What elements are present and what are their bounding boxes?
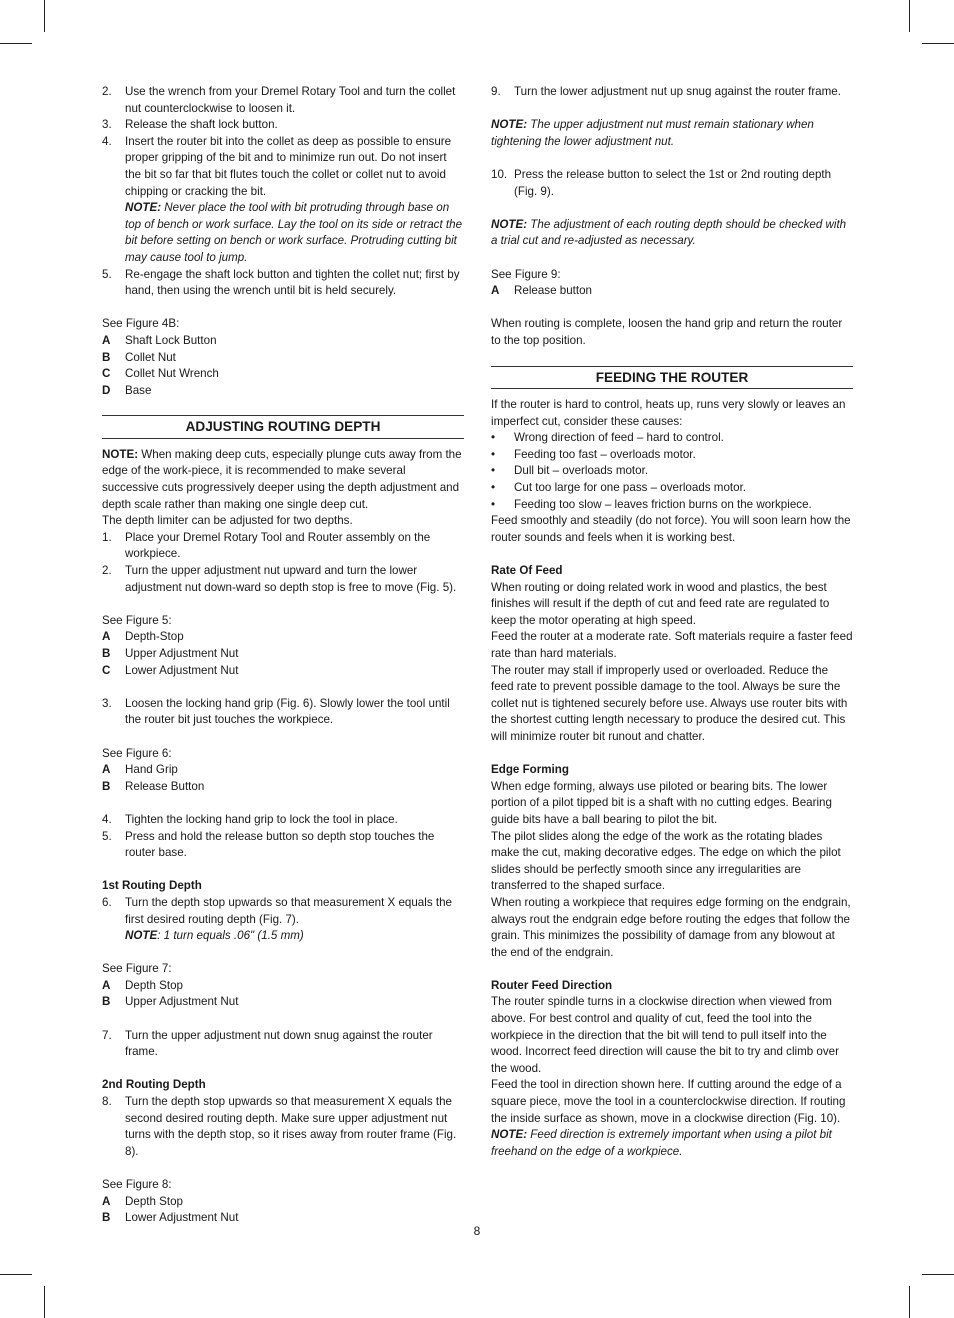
bullet-item: • Cut too large for one pass – overloads motor. xyxy=(491,480,853,497)
figure-caption: See Figure 8: xyxy=(102,1178,172,1191)
list-item: 7. Turn the upper adjustment nut down snug against the router frame. xyxy=(102,1028,433,1059)
bullet-item: • Feeding too slow – leaves friction burns on the workpiece. xyxy=(491,497,853,514)
crop-mark xyxy=(909,0,910,32)
list-item: 6. Turn the depth stop upwards so that measurement X equals the first desired routing depth (Fig. 7). xyxy=(102,895,452,926)
legend-item: A Shaft Lock Button xyxy=(102,333,217,347)
legend-item: A Release button xyxy=(491,284,592,298)
figure-caption: See Figure 7: xyxy=(102,962,172,976)
paragraph: The router spindle turns in a clockwise direction when viewed from above. For best control and quality of cut, feed the tool into the workpiece in the direction that the bit will tend to pull itself into the wood. Incorrect feed direction will cause the bit to try and climb over the wood. xyxy=(491,995,839,1075)
note: NOTE: Never place the tool with bit protruding through base on top of bench or work surface. Lay the tool on its side or retract the bit before setting on bench or work surface. Protruding cutting bit may cause tool to jump. xyxy=(125,201,463,264)
legend-item: B Upper Adjustment Nut xyxy=(102,995,239,1009)
list-item: 10. Press the release button to select the 1st or 2nd routing depth (Fig. 9). xyxy=(491,167,832,198)
list-item: 4. Tighten the locking hand grip to lock the tool in place. xyxy=(102,812,398,826)
crop-mark xyxy=(44,0,45,32)
list-item: 9. Turn the lower adjustment nut up snug against the router frame. xyxy=(491,85,841,98)
legend-item: B Lower Adjustment Nut xyxy=(102,1211,239,1225)
bullet-icon: • xyxy=(491,431,496,445)
bullet-icon: • xyxy=(491,464,496,478)
subheading: 2nd Routing Depth xyxy=(102,1078,206,1092)
figure-caption: See Figure 5: xyxy=(102,613,172,627)
list-item: 4. Insert the router bit into the collet as deep as possible to ensure proper gripping of the bit and to minimize run out. Do not insert the bit so far that bit flutes touch the collet or collet nut to avoid chipping or cracking the bit. xyxy=(102,134,452,198)
subheading: 1st Routing Depth xyxy=(102,879,202,893)
legend-item: C Collet Nut Wrench xyxy=(102,367,219,381)
figure-caption: See Figure 6: xyxy=(102,746,172,760)
paragraph: The depth limiter can be adjusted for two depths. xyxy=(102,514,353,528)
legend-item: A Depth Stop xyxy=(102,978,184,992)
subheading: Rate Of Feed xyxy=(491,564,563,578)
crop-mark xyxy=(909,1286,910,1318)
bullet-item: • Wrong direction of feed – hard to control. xyxy=(491,430,853,447)
note: NOTE: The upper adjustment nut must remain stationary when tightening the lower adjustment nut. xyxy=(491,118,814,148)
subheading: Edge Forming xyxy=(491,763,569,777)
crop-mark xyxy=(0,43,32,44)
bullet-icon: • xyxy=(491,447,496,461)
bullet-icon: • xyxy=(491,481,496,495)
legend-item: B Release Button xyxy=(102,779,205,793)
figure-caption: See Figure 9: xyxy=(491,267,561,281)
subheading: Router Feed Direction xyxy=(491,978,613,992)
figure-caption: See Figure 4B: xyxy=(102,317,180,331)
note: NOTE: 1 turn equals .06" (1.5 mm) xyxy=(125,929,304,943)
note: NOTE: Feed direction is extremely important when using a pilot bit freehand on the edge of a workpiece. xyxy=(491,1128,832,1158)
legend-item: D Base xyxy=(102,383,152,397)
paragraph: If the router is hard to control, heats up, runs very slowly or leaves an imperfect cut, consider these causes: xyxy=(491,398,846,428)
list-item: 2. Use the wrench from your Dremel Rotary Tool and turn the collet nut counterclockwise to loosen it. xyxy=(102,85,456,115)
page-number: 8 xyxy=(473,1224,481,1238)
right-column xyxy=(491,84,853,1160)
list-item: 5. Re-engage the shaft lock button and tighten the collet nut; first by hand, then using the wrench until bit is held securely. xyxy=(102,267,460,298)
paragraph: Feed the router at a moderate rate. Soft materials require a faster feed rate than hard materials. xyxy=(491,630,853,660)
list-item: 1. Place your Dremel Rotary Tool and Router assembly on the workpiece. xyxy=(102,530,431,561)
crop-mark xyxy=(922,43,954,44)
paragraph: When routing or doing related work in wood and plastics, the best finishes will result if the depth of cut and feed rate are regulated to keep the motor operating at high speed. xyxy=(491,580,830,627)
crop-mark xyxy=(922,1274,954,1275)
note: NOTE: The adjustment of each routing depth should be checked with a trial cut and re-adjusted as necessary. xyxy=(491,217,847,248)
paragraph: The router may stall if improperly used or overloaded. Reduce the feed rate to prevent possible damage to the tool. Always be sure the collet nut is tightened securely before use. Always use router bits with the shortest cutting length necessary to produce the desired cut. This will minimize router bit runout and chatter. xyxy=(491,663,848,743)
list-item: 8. Turn the depth stop upwards so that measurement X equals the second desired routing depth. Make sure upper adjustment nut turns with the depth stop, so it rises away from router frame (Fig. 8). xyxy=(102,1095,457,1158)
list-item: 3. Loosen the locking hand grip (Fig. 6). Slowly lower the tool until the router bit just touches the workpiece. xyxy=(102,696,450,727)
paragraph: When routing is complete, loosen the hand grip and return the router to the top position. xyxy=(491,317,843,347)
list-item: 2. Turn the upper adjustment nut upward and turn the lower adjustment nut down-ward so depth stop is free to move (Fig. 5). xyxy=(102,564,457,594)
crop-mark xyxy=(44,1286,45,1318)
list-item: 5. Press and hold the release button so depth stop touches the router base. xyxy=(102,829,435,860)
bullet-icon: • xyxy=(491,497,496,511)
paragraph: When routing a workpiece that requires edge forming on the endgrain, always rout the endgrain edge before routing the edges that follow the grain. This minimizes the possibility of damage from any blowout at the end of the endgrain. xyxy=(491,895,851,959)
paragraph: Feed the tool in direction shown here. If cutting around the edge of a square piece, move the tool in a counterclockwise direction. If routing the inside surface as shown, move in a clockwise direction (Fig. 10). xyxy=(491,1078,846,1125)
paragraph: Feed smoothly and steadily (do not force). You will soon learn how the router sounds and feels when it is working best. xyxy=(491,514,851,544)
legend-item: C Lower Adjustment Nut xyxy=(102,663,239,677)
section-heading: ADJUSTING ROUTING DEPTH xyxy=(102,415,464,439)
paragraph: The pilot slides along the edge of the work as the rotating blades make the cut, making decorative edges. The edge on which the pilot slides should be perfectly smooth since any irregularities are transferred to the shaped surface. xyxy=(491,829,841,893)
legend-item: A Depth Stop xyxy=(102,1194,184,1208)
note: NOTE: When making deep cuts, especially plunge cuts away from the edge of the work-piece, it is recommended to make several successive cuts progressively deeper using the depth adjustment and depth scale rather than making one single deep cut. xyxy=(102,447,462,511)
left-column xyxy=(102,84,464,1227)
legend-item: A Hand Grip xyxy=(102,763,178,777)
legend-item: B Upper Adjustment Nut xyxy=(102,647,239,660)
legend-item: A Depth-Stop xyxy=(102,630,184,644)
crop-mark xyxy=(0,1274,32,1275)
bullet-item: • Dull bit – overloads motor. xyxy=(491,463,853,480)
bullet-item: • Feeding too fast – overloads motor. xyxy=(491,447,853,464)
legend-item: B Collet Nut xyxy=(102,350,176,364)
section-heading: FEEDING THE ROUTER xyxy=(491,366,853,390)
paragraph: When edge forming, always use piloted or bearing bits. The lower portion of a pilot tipped bit is a shaft with no cutting edges. Bearing guide bits have a ball bearing to pilot the bit. xyxy=(491,779,832,826)
list-item: 3. Release the shaft lock button. xyxy=(102,118,278,132)
